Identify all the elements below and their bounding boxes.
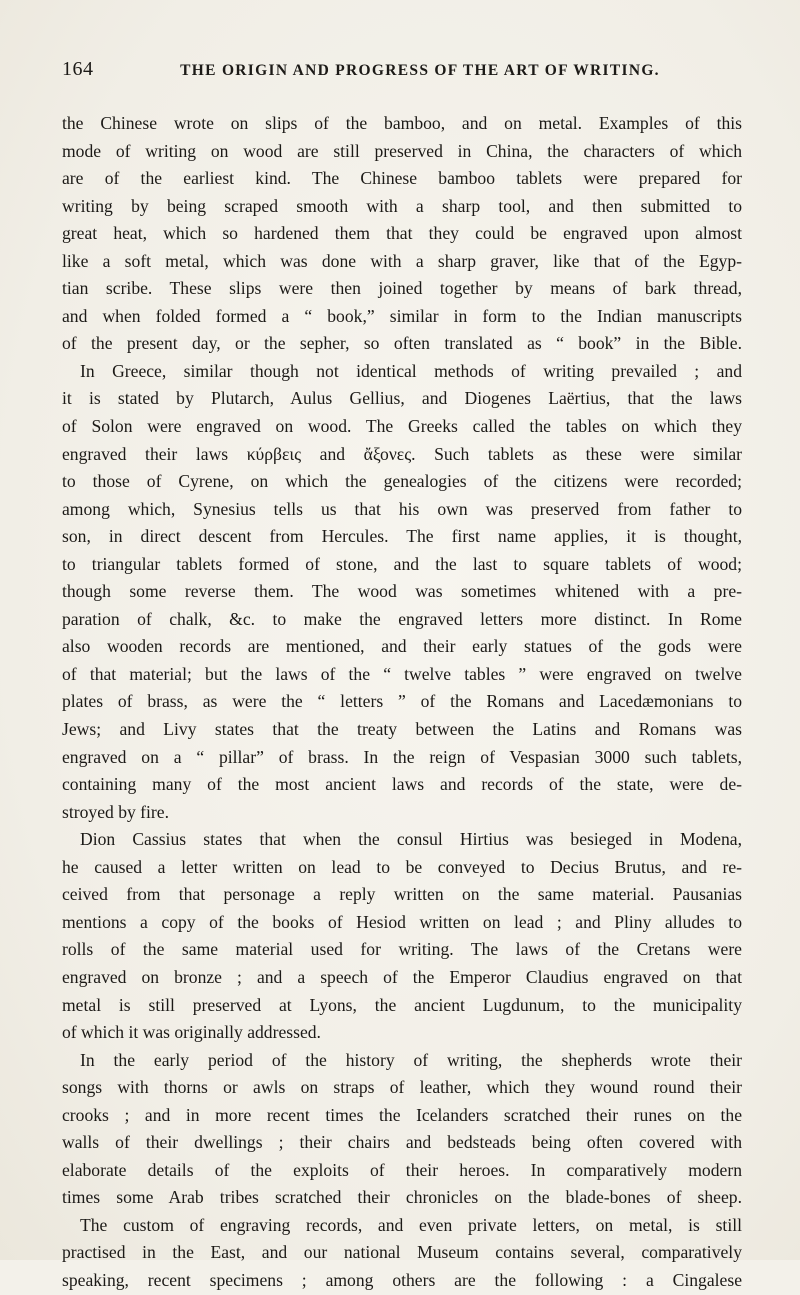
text-line: of the present day, or the sepher, so often translated as “ book” in the Bible.: [62, 333, 742, 354]
page-header: [62, 58, 742, 88]
body-text: [62, 110, 742, 1295]
text-line: engraved on bronze ; and a speech of the Emperor Claudius engraved on that: [62, 966, 742, 987]
text-line: songs with thorns or awls on straps of leather, which they wound round their: [62, 1077, 742, 1098]
text-line: elaborate details of the exploits of their heroes. In comparatively modern: [62, 1159, 742, 1180]
text-line: speaking, recent specimens ; among others are the following : a Cingalese: [62, 1269, 742, 1290]
text-line: plates of brass, as were the “ letters ” of the Romans and Lacedæmonians to: [62, 691, 742, 712]
text-line: metal is still preserved at Lyons, the ancient Lugdunum, to the municipality: [62, 994, 742, 1015]
text-line: ceived from that personage a reply written on the same material. Pausanias: [62, 884, 742, 905]
running-title: THE ORIGIN AND PROGRESS OF THE ART OF WRITING.: [180, 62, 660, 79]
text-line: stroyed by fire.: [62, 801, 169, 822]
text-line: like a soft metal, which was done with a sharp graver, like that of the Egyp-: [62, 250, 742, 271]
text-line: and when folded formed a “ book,” similar in form to the Indian manuscripts: [62, 305, 742, 326]
text-line: of which it was originally addressed.: [62, 1022, 321, 1043]
text-line: great heat, which so hardened them that they could be engraved upon almost: [62, 223, 742, 244]
text-line: mode of writing on wood are still preserved in China, the characters of which: [62, 140, 742, 161]
text-line: Dion Cassius states that when the consul Hirtius was besieged in Modena,: [80, 829, 742, 850]
text-line: are of the earliest kind. The Chinese bamboo tablets were prepared for: [62, 168, 742, 189]
text-line: In Greece, similar though not identical methods of writing prevailed ; and: [80, 360, 742, 381]
text-line: engraved their laws κύρβεις and ἄξονες. Such tablets as these were similar: [62, 443, 742, 464]
text-line: crooks ; and in more recent times the Icelanders scratched their runes on the: [62, 1104, 742, 1125]
text-line: he caused a letter written on lead to be conveyed to Decius Brutus, and re-: [62, 856, 742, 877]
text-line: paration of chalk, &c. to make the engraved letters more distinct. In Rome: [62, 608, 742, 629]
text-line: writing by being scraped smooth with a sharp tool, and then submitted to: [62, 195, 742, 216]
text-line: it is stated by Plutarch, Aulus Gellius, and Diogenes Laërtius, that the laws: [62, 388, 742, 409]
text-line: practised in the East, and our national Museum contains several, comparatively: [62, 1242, 742, 1263]
text-line: the Chinese wrote on slips of the bamboo, and on metal. Examples of this: [62, 113, 742, 133]
text-line: also wooden records are mentioned, and their early statues of the gods were: [62, 636, 742, 657]
text-line: walls of their dwellings ; their chairs and bedsteads being often covered with: [62, 1132, 742, 1153]
text-line: In the early period of the history of writing, the shepherds wrote their: [80, 1049, 742, 1070]
text-line: containing many of the most ancient laws and records of the state, were de-: [62, 774, 742, 795]
text-line: tian scribe. These slips were then joined together by means of bark thread,: [62, 278, 742, 299]
text-line: among which, Synesius tells us that his own was preserved from father to: [62, 498, 742, 519]
text-line: to triangular tablets formed of stone, and the last to square tablets of wood;: [62, 553, 742, 574]
text-line: though some reverse them. The wood was sometimes whitened with a pre-: [62, 581, 742, 602]
text-line: to those of Cyrene, on which the genealogies of the citizens were recorded;: [62, 471, 742, 492]
text-line: mentions a copy of the books of Hesiod written on lead ; and Pliny alludes to: [62, 911, 742, 932]
text-line: of Solon were engraved on wood. The Greeks called the tables on which they: [62, 416, 742, 437]
text-line: of that material; but the laws of the “ twelve tables ” were engraved on twelve: [62, 663, 742, 684]
text-line: son, in direct descent from Hercules. The first name applies, it is thought,: [62, 526, 742, 547]
text-line: Jews; and Livy states that the treaty between the Latins and Romans was: [62, 719, 742, 740]
page-number: 164: [62, 58, 94, 80]
text-line: The custom of engraving records, and even private letters, on metal, is still: [80, 1214, 742, 1235]
text-line: times some Arab tribes scratched their chronicles on the blade-bones of sheep.: [62, 1187, 742, 1208]
text-line: engraved on a “ pillar” of brass. In the reign of Vespasian 3000 such tablets,: [62, 746, 742, 767]
text-line: rolls of the same material used for writing. The laws of the Cretans were: [62, 939, 742, 960]
